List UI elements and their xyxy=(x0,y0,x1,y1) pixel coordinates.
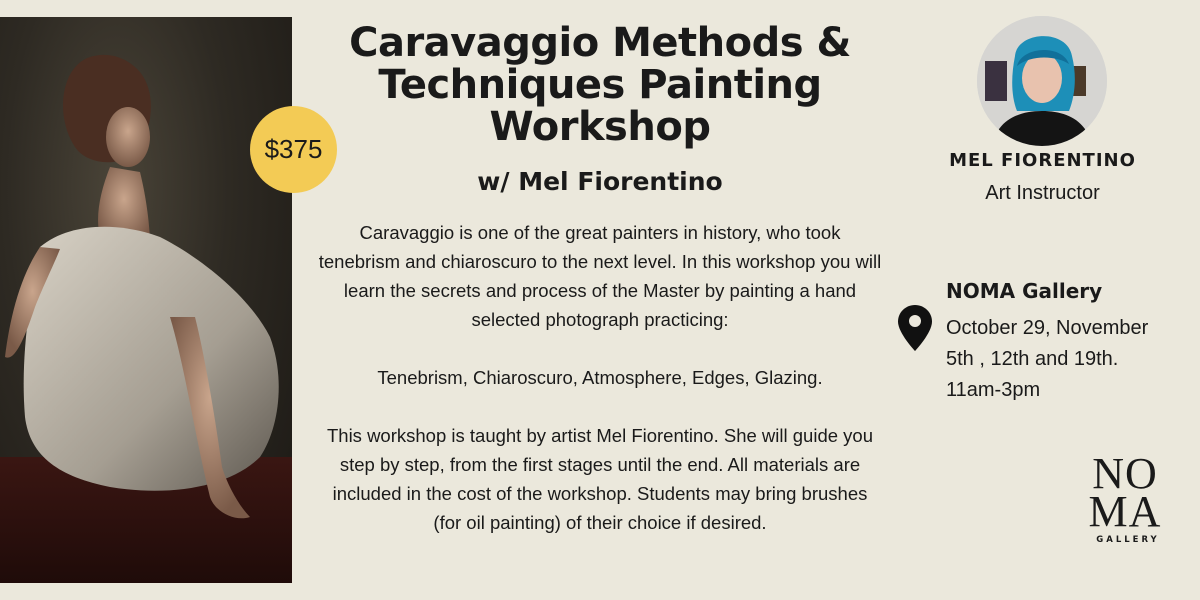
noma-gallery-logo xyxy=(1082,449,1168,545)
price-badge: $375 xyxy=(250,106,337,193)
date-line: 5th , 12th and 19th. xyxy=(946,348,1119,370)
logo-line: MA xyxy=(1088,487,1162,536)
artwork-photo xyxy=(0,17,292,583)
logo-line: NO xyxy=(1092,449,1158,498)
location-pin-icon xyxy=(898,305,932,351)
description-paragraph: Tenebrism, Chiaroscuro, Atmosphere, Edges, Glazing. xyxy=(377,367,823,388)
description-paragraph: Caravaggio is one of the great painters in history, who took tenebrism and chiaroscuro to the next level. In this workshop you will learn the secrets and process of the Master by painting a hand selected photograph practicing: xyxy=(318,222,882,330)
event-subtitle: w/ Mel Fiorentino xyxy=(477,167,723,196)
event-description xyxy=(318,218,882,566)
date-line: October 29, November xyxy=(946,317,1149,339)
logo-subtitle: GALLERY xyxy=(1096,535,1160,545)
date-line: 11am-3pm xyxy=(946,379,1041,401)
venue-dates xyxy=(946,313,1186,406)
event-title: Caravaggio Methods & Techniques Painting Workshop xyxy=(349,20,851,150)
venue-name: NOMA Gallery xyxy=(946,279,1103,303)
instructor-name: MEL FIORENTINO xyxy=(949,150,1136,171)
instructor-role: Art Instructor xyxy=(985,182,1100,204)
description-paragraph: This workshop is taught by artist Mel Fiorentino. She will guide you step by step, from the first stages until the end. All materials are included in the cost of the workshop. Students may bring brushes (for oil painting) of their choice if desired. xyxy=(326,425,873,533)
instructor-avatar xyxy=(977,16,1107,146)
